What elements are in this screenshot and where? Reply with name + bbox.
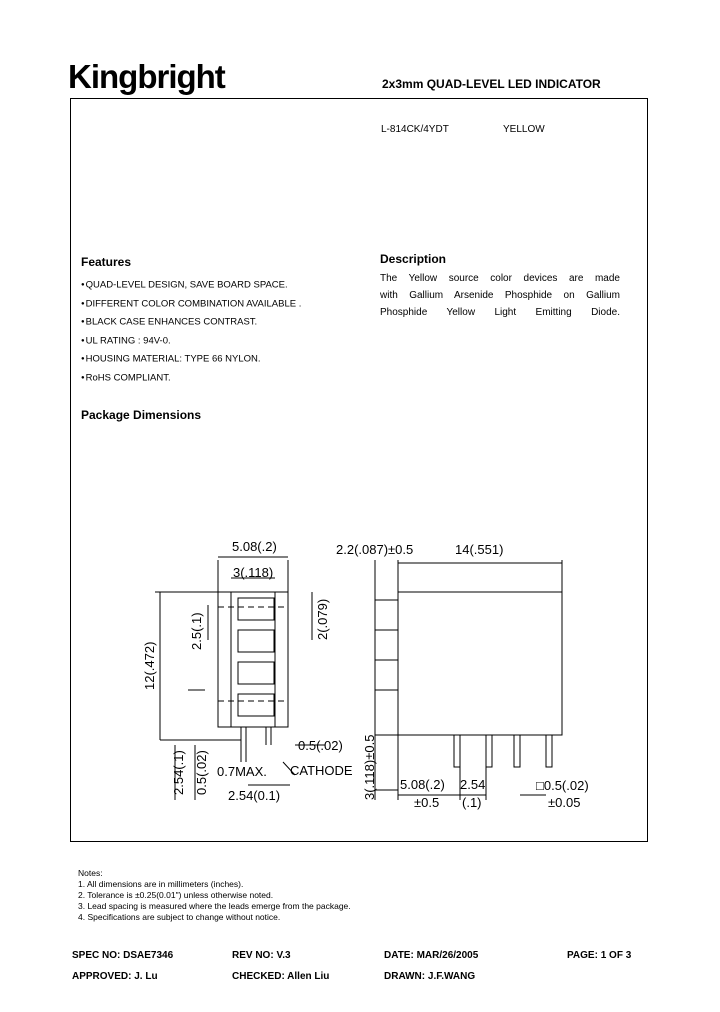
dim-side-lead: □0.5(.02) bbox=[536, 778, 589, 793]
revision-number: REV NO: V.3 bbox=[232, 950, 291, 961]
note-item: 3. Lead spacing is measured where the leads emerge from the package. bbox=[78, 901, 351, 911]
dim-side-width-tol: ±0.5 bbox=[414, 795, 440, 810]
dim-cathode: CATHODE bbox=[290, 763, 353, 778]
dim-side-top: 2.2(.087)±0.5 bbox=[336, 542, 414, 557]
dim-pitch-bottom: 2.54(0.1) bbox=[228, 788, 281, 803]
dim-lead-pitch-side: 2.54(.1) bbox=[171, 750, 186, 795]
dim-lead-length: 3(.118)±0.5 bbox=[362, 734, 377, 800]
page-number: PAGE: 1 OF 3 bbox=[567, 950, 632, 961]
dim-lead-max: 0.7MAX. bbox=[217, 764, 267, 779]
spec-number: SPEC NO: DSAE7346 bbox=[72, 950, 174, 961]
features-list bbox=[81, 276, 301, 387]
dim-inner-width: 3(.118) bbox=[233, 565, 274, 580]
led-window bbox=[238, 662, 274, 684]
dim-side-pitch-in: (.1) bbox=[462, 795, 482, 810]
drawn-by: DRAWN: J.F.WANG bbox=[384, 971, 476, 982]
dim-lead-stub: 0.5(.02) bbox=[194, 750, 209, 795]
description-line: with Gallium Arsenide Phosphide on Gallium bbox=[380, 290, 620, 301]
description-line: The Yellow source color devices are made bbox=[380, 273, 620, 284]
feature-item: ● DIFFERENT COLOR COMBINATION AVAILABLE . bbox=[81, 295, 301, 314]
dim-side-lead-tol: ±0.05 bbox=[548, 795, 581, 810]
kingbright-logo: Kingbright bbox=[68, 58, 225, 95]
description-line: Phosphide Yellow Light Emitting Diode. bbox=[380, 307, 620, 318]
package-heading: Package Dimensions bbox=[81, 408, 202, 422]
part-number: L-814CK/4YDT bbox=[381, 124, 449, 135]
dim-length: 14(.551) bbox=[455, 542, 504, 557]
notes bbox=[78, 868, 351, 923]
dim-side-width: 5.08(.2) bbox=[400, 777, 445, 792]
notes-title: Notes: bbox=[78, 868, 103, 878]
feature-item: ● HOUSING MATERIAL: TYPE 66 NYLON. bbox=[81, 350, 301, 369]
feature-item: ● QUAD-LEVEL DESIGN, SAVE BOARD SPACE. bbox=[81, 276, 301, 295]
approved-by: APPROVED: J. Lu bbox=[72, 971, 158, 982]
dim-led-gap: 2(.079) bbox=[315, 598, 330, 640]
dim-width-top: 5.08(.2) bbox=[232, 539, 277, 554]
side-view-body bbox=[398, 592, 562, 735]
description-text bbox=[380, 270, 620, 321]
led-window bbox=[238, 630, 274, 652]
document-date: DATE: MAR/26/2005 bbox=[384, 950, 479, 961]
document-title: 2x3mm QUAD-LEVEL LED INDICATOR bbox=[382, 77, 601, 91]
feature-item: ● RoHS COMPLIANT. bbox=[81, 369, 301, 388]
led-window bbox=[238, 694, 274, 716]
front-view-body bbox=[218, 592, 288, 727]
note-item: 1. All dimensions are in millimeters (inches). bbox=[78, 879, 244, 889]
feature-item: ● BLACK CASE ENHANCES CONTRAST. bbox=[81, 313, 301, 332]
dim-overall-height: 12(.472) bbox=[142, 641, 157, 690]
checked-by: CHECKED: Allen Liu bbox=[232, 971, 330, 982]
description-heading: Description bbox=[380, 252, 447, 266]
features-heading: Features bbox=[81, 255, 132, 269]
package-drawing bbox=[142, 530, 610, 820]
dim-side-pitch: 2.54 bbox=[460, 777, 486, 792]
feature-item: ● UL RATING : 94V-0. bbox=[81, 332, 301, 351]
dim-led-height: 2.5(.1) bbox=[189, 612, 204, 650]
note-item: 4. Specifications are subject to change without notice. bbox=[78, 912, 281, 922]
led-window bbox=[238, 598, 274, 620]
note-item: 2. Tolerance is ±0.25(0.01") unless otherwise noted. bbox=[78, 890, 274, 900]
part-color: YELLOW bbox=[503, 124, 545, 135]
dim-lead-width: 0.5(.02) bbox=[298, 738, 343, 753]
